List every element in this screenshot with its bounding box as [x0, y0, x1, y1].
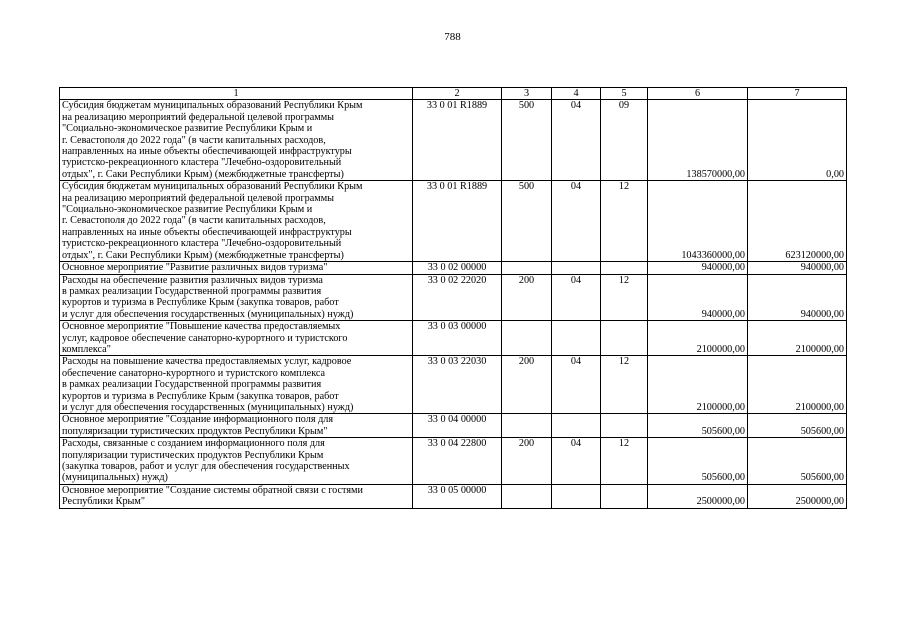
subsection-cell: 12: [601, 438, 648, 485]
table-row: [60, 356, 847, 414]
expense-name-cell: Основное мероприятие "Развитие различных видов туризма": [60, 262, 413, 274]
code-cell: 33 0 02 22020: [413, 274, 502, 321]
expense-name-cell: Основное мероприятие "Создание системы обратной связи с гостями Республики Крым": [60, 484, 413, 508]
expense-name-cell: Основное мероприятие "Повышение качества предоставляемых услуг, кадровое обеспечение санаторно-курортного и туристского комплекса": [60, 321, 413, 356]
column-header: 2: [413, 88, 502, 100]
expense-type-cell: 500: [502, 181, 552, 262]
expense-name-cell: Расходы на повышение качества предоставляемых услуг, кадровое обеспечение санаторно-курортного и туристского комплекса в рамках реализации Государственной программы развития курортов и туризма в Республике Крым (закупка товаров, работ и услуг для обеспечения государственных (муниципальных) нужд): [60, 356, 413, 414]
subsection-cell: [601, 321, 648, 356]
expense-type-cell: 200: [502, 438, 552, 485]
column-header: 7: [748, 88, 847, 100]
page-number: 788: [444, 31, 461, 43]
expense-name-cell: Основное мероприятие "Создание информационного поля для популяризации туристических продуктов Республики Крым": [60, 414, 413, 438]
expense-type-cell: [502, 484, 552, 508]
expense-type-cell: 200: [502, 356, 552, 414]
subsection-cell: 09: [601, 100, 648, 181]
code-cell: 33 0 04 00000: [413, 414, 502, 438]
subsection-cell: 12: [601, 181, 648, 262]
amount-cell: 505600,00: [748, 414, 847, 438]
expense-name-cell: Субсидия бюджетам муниципальных образований Республики Крым на реализацию мероприятий федеральной целевой программы "Социально-экономическое развитие Республики Крым и г. Севастополя до 2022 года" (в части капитальных расходов, направленных на иные объекты обеспечивающей инфраструктуры туристско-рекреационного кластера "Лечебно-оздоровительный отдых", г. Саки Республики Крым) (межбюджетные трансферты): [60, 181, 413, 262]
amount-cell: 940000,00: [748, 262, 847, 274]
amount-cell: 2100000,00: [648, 321, 748, 356]
subsection-cell: [601, 414, 648, 438]
section-cell: 04: [552, 274, 601, 321]
code-cell: 33 0 01 R1889: [413, 100, 502, 181]
section-cell: [552, 321, 601, 356]
column-header: 1: [60, 88, 413, 100]
amount-cell: 2100000,00: [748, 321, 847, 356]
expense-name-cell: Расходы на обеспечение развития различных видов туризма в рамках реализации Государственной программы развития курортов и туризма в Республике Крым (закупка товаров, работ и услуг для обеспечения государственных (муниципальных) нужд): [60, 274, 413, 321]
column-header: 4: [552, 88, 601, 100]
subsection-cell: [601, 262, 648, 274]
expense-type-cell: 500: [502, 100, 552, 181]
amount-cell: 940000,00: [648, 262, 748, 274]
amount-cell: 2100000,00: [748, 356, 847, 414]
section-cell: 04: [552, 356, 601, 414]
subsection-cell: 12: [601, 356, 648, 414]
amount-cell: 2100000,00: [648, 356, 748, 414]
amount-cell: 940000,00: [648, 274, 748, 321]
section-cell: 04: [552, 100, 601, 181]
code-cell: 33 0 05 00000: [413, 484, 502, 508]
section-cell: 04: [552, 181, 601, 262]
code-cell: 33 0 01 R1889: [413, 181, 502, 262]
table-header-row: [60, 88, 847, 100]
amount-cell: 0,00: [748, 100, 847, 181]
amount-cell: 940000,00: [748, 274, 847, 321]
table-row: [60, 274, 847, 321]
section-cell: [552, 414, 601, 438]
table-row: [60, 438, 847, 485]
section-cell: [552, 262, 601, 274]
amount-cell: 623120000,00: [748, 181, 847, 262]
budget-table: [59, 87, 847, 509]
table-row: [60, 262, 847, 274]
amount-cell: 505600,00: [748, 438, 847, 485]
expense-type-cell: [502, 321, 552, 356]
expense-name-cell: Субсидия бюджетам муниципальных образований Республики Крым на реализацию мероприятий федеральной целевой программы "Социально-экономическое развитие Республики Крым и г. Севастополя до 2022 года" (в части капитальных расходов, направленных на иные объекты обеспечивающей инфраструктуры туристско-рекреационного кластера "Лечебно-оздоровительный отдых", г. Саки Республики Крым) (межбюджетные трансферты): [60, 100, 413, 181]
expense-name-cell: Расходы, связанные с созданием информационного поля для популяризации туристических продуктов Республики Крым (закупка товаров, работ и услуг для обеспечения государственных (муниципальных) нужд): [60, 438, 413, 485]
table-row: [60, 181, 847, 262]
expense-type-cell: [502, 262, 552, 274]
table-row: [60, 321, 847, 356]
subsection-cell: [601, 484, 648, 508]
expense-type-cell: [502, 414, 552, 438]
code-cell: 33 0 04 22800: [413, 438, 502, 485]
amount-cell: 2500000,00: [748, 484, 847, 508]
section-cell: 04: [552, 438, 601, 485]
amount-cell: 1043360000,00: [648, 181, 748, 262]
amount-cell: 138570000,00: [648, 100, 748, 181]
section-cell: [552, 484, 601, 508]
amount-cell: 2500000,00: [648, 484, 748, 508]
table-row: [60, 484, 847, 508]
column-header: 3: [502, 88, 552, 100]
table-row: [60, 414, 847, 438]
amount-cell: 505600,00: [648, 438, 748, 485]
code-cell: 33 0 03 22030: [413, 356, 502, 414]
column-header: 5: [601, 88, 648, 100]
subsection-cell: 12: [601, 274, 648, 321]
column-header: 6: [648, 88, 748, 100]
amount-cell: 505600,00: [648, 414, 748, 438]
code-cell: 33 0 03 00000: [413, 321, 502, 356]
code-cell: 33 0 02 00000: [413, 262, 502, 274]
expense-type-cell: 200: [502, 274, 552, 321]
table-row: [60, 100, 847, 181]
